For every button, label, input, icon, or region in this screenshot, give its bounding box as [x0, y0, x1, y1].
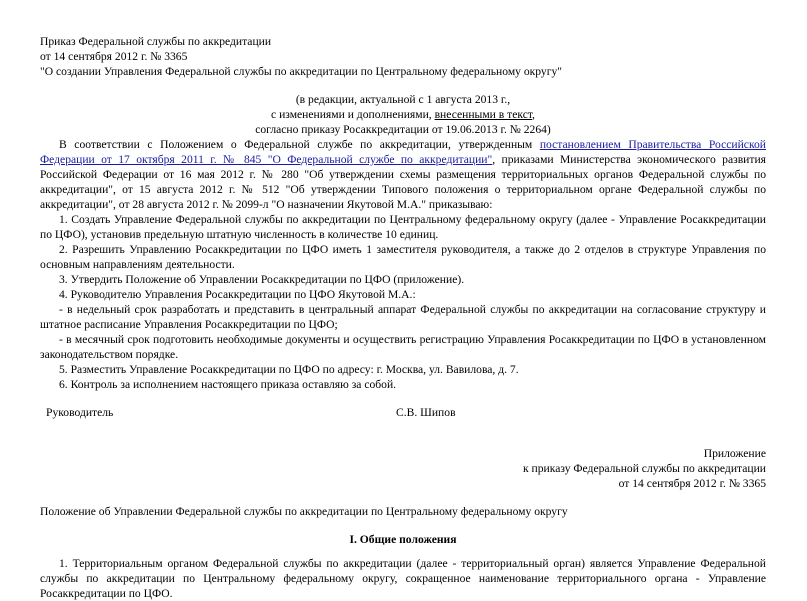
- signature-block: [40, 405, 766, 420]
- appendix-reference: [40, 446, 766, 491]
- order-item-1: 1. Создать Управление Федеральной службы по аккредитации по Центральному федеральному округу (далее - Управление Росаккредитации по ЦФО), установив предельную штатную численность в количестве 10 единиц.: [40, 213, 766, 241]
- appendix-label: Приложение: [703, 447, 766, 460]
- signatory-name: С.В. Шипов: [396, 406, 456, 419]
- order-date: от 14 сентября 2012 г. № 3365: [40, 50, 188, 63]
- revision-line-3: согласно приказу Росаккредитации от 19.06.2013 г. № 2264): [255, 123, 551, 136]
- appendix-date: от 14 сентября 2012 г. № 3365: [618, 477, 766, 490]
- order-subitem-2: - в месячный срок подготовить необходимые документы и осуществить регистрацию Управления Росаккредитации по ЦФО в установленном законодательством порядке.: [40, 333, 766, 361]
- order-item-6: 6. Контроль за исполнением настоящего приказа оставляю за собой.: [59, 378, 397, 391]
- order-item-5: 5. Разместить Управление Росаккредитации по ЦФО по адресу: г. Москва, ул. Вавилова, д. 7.: [59, 363, 519, 376]
- regulation-title: Положение об Управлении Федеральной службы по аккредитации по Центральному федеральному округу: [40, 505, 568, 518]
- order-subject: "О создании Управления Федеральной службы по аккредитации по Центральному федеральному округу": [40, 65, 563, 78]
- order-item-3: 3. Утвердить Положение об Управлении Росаккредитации по ЦФО (приложение).: [59, 273, 465, 286]
- preamble-paragraph: В соответствии с Положением о Федеральной службе по аккредитации, утвержденным постановлением Правительства Российской Федерации от 17 октября 2011 г. № 845 "О Федеральной службе по аккредитации", приказами Министерства экономического развития Российской Федерации от 16 мая 2012 г. № 280 "Об утверждении схемы размещения территориальных органов Федеральной службы по аккредитации", от 15 августа 2012 г. № 512 "Об утверждении Типового положения о территориальном органе Федеральной службы по аккредитации", от 28 августа 2012 г. № 2099-л "О назначении Якутовой М.А." приказываю:: [40, 138, 766, 211]
- order-item-4: 4. Руководителю Управления Росаккредитации по ЦФО Якутовой М.А.:: [59, 288, 416, 301]
- section-heading: I. Общие положения: [349, 533, 457, 546]
- signatory-role: Руководитель: [46, 406, 114, 419]
- section-paragraph-1: 1. Территориальным органом Федеральной службы по аккредитации (далее - территориальный орган) является Управление Федеральной службы по аккредитации по Центральному федеральному округу, сокращенное наименование территориального органа - Управление Росаккредитации по ЦФО.: [40, 557, 766, 600]
- government-decree-link[interactable]: постановлением Правительства Российской Федерации от 17 октября 2011 г. № 845 "О Федеральной службе по аккредитации": [40, 138, 766, 166]
- revision-line-1: (в редакции, актуальной с 1 августа 2013 г.,: [295, 93, 511, 106]
- appendix-order: к приказу Федеральной службы по аккредитации: [523, 462, 766, 475]
- order-title: Приказ Федеральной службы по аккредитации: [40, 35, 272, 48]
- document-page: [40, 34, 766, 601]
- order-item-2: 2. Разрешить Управлению Росаккредитации по ЦФО иметь 1 заместителя руководителя, а также до 2 отделов в структуре Управления по основным направлениям деятельности.: [40, 243, 766, 271]
- revision-line-2: с изменениями и дополнениями, внесенными в текст,: [271, 108, 535, 121]
- order-subitem-1: - в недельный срок разработать и представить в центральный аппарат Федеральной службы по аккредитации на согласование структуру и штатное расписание Управления Росаккредитации по ЦФО;: [40, 303, 766, 331]
- revision-note: [40, 92, 766, 137]
- amendments-link[interactable]: внесенными в текст: [434, 108, 533, 121]
- document-header: [40, 34, 766, 79]
